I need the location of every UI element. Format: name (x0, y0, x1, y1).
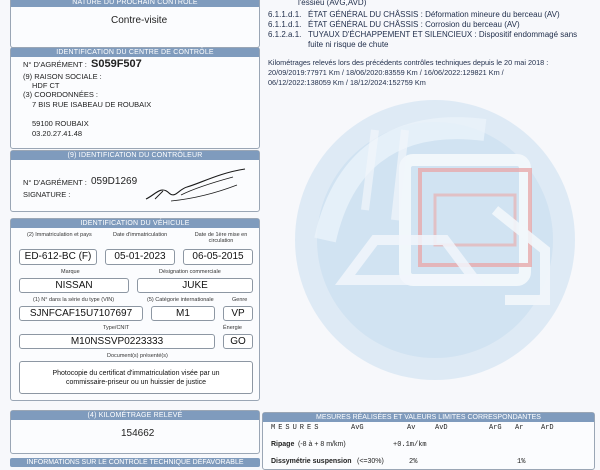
defect-code-3: 6.1.2.a.1. (268, 30, 302, 39)
next-inspection-header: NATURE DU PROCHAIN CONTRÔLE (11, 0, 259, 7)
controleur-agrement-label: N° D'AGRÉMENT : (23, 178, 87, 187)
ripage-label: Ripage (271, 441, 295, 448)
date-first-field: 06-05-2015 (183, 249, 253, 265)
mileage-header: (4) KILOMÉTRAGE RELEVÉ (11, 411, 259, 420)
vehicle-box (10, 218, 260, 401)
watermark-car-illustration (285, 90, 585, 390)
type-label: Type/CNIT (103, 325, 130, 331)
defect-code-1: 6.1.1.d.1. (268, 10, 302, 19)
dissymetrie-av-value: 2% (409, 458, 418, 466)
defect-text-3-cont: fuite ni risque de chute (308, 40, 389, 49)
col-ard: ArD (541, 424, 554, 432)
vin-field: SJNFCAF15U7107697 (19, 306, 143, 321)
col-avg: AvG (351, 424, 364, 432)
categorie-label: (5) Catégorie internationale (147, 297, 214, 303)
measurements-panel (262, 412, 595, 470)
documents-label: Document(s) présenté(s) (107, 353, 168, 359)
centre-agrement-label: N° D'AGRÉMENT : (23, 60, 87, 69)
energie-label: Énergie (223, 325, 242, 331)
raison-value: HDF CT (32, 81, 60, 90)
raison-label: (9) RAISON SOCIALE : (23, 72, 102, 81)
type-field: M10NSSVP0223333 (19, 334, 215, 349)
designation-field: JUKE (137, 278, 253, 293)
date-first-label: Date de 1ère mise en circulation (194, 232, 248, 244)
genre-field: VP (223, 306, 253, 321)
defect-text-3: TUYAUX D'ÉCHAPPEMENT ET SILENCIEUX : Dispositif endommagé sans (308, 30, 578, 39)
vin-label: (1) N° dans la série du type (VIN) (33, 297, 115, 303)
centre-header: IDENTIFICATION DU CENTRE DE CONTRÔLE (11, 48, 259, 57)
dissymetrie-ar-value: 1% (517, 458, 526, 466)
col-arg: ArG (489, 424, 502, 432)
defect-code-2: 6.1.1.d.1. (268, 20, 302, 29)
immat-field: ED-612-BC (F) (19, 249, 97, 265)
defect-text-1: ÉTAT GÉNÉRAL DU CHÂSSIS : Déformation mineure du berceau (AV) (308, 10, 560, 19)
immat-label: (2) Immatriculation et pays (27, 232, 92, 238)
mileage-box (10, 410, 260, 454)
vehicle-header: IDENTIFICATION DU VÉHICULE (11, 219, 259, 228)
date-immat-field: 05-01-2023 (105, 249, 175, 265)
mileage-history-line2: 20/09/2019:77971 Km / 18/06/2020:83559 Km / 16/06/2022:129821 Km / (268, 68, 504, 77)
address-line1: 7 BIS RUE ISABEAU DE ROUBAIX (32, 100, 152, 109)
centre-phone: 03.20.27.41.48 (32, 129, 83, 138)
centre-box (10, 47, 260, 149)
next-inspection-box (10, 0, 260, 48)
mileage-history-line3: 06/12/2022:138059 Km / 18/12/2024:152759 Km (268, 78, 426, 87)
designation-label: Désignation commerciale (159, 269, 221, 275)
col-avd: AvD (435, 424, 448, 432)
col-ar: Ar (515, 424, 524, 432)
controleur-agrement-value: 059D1269 (91, 176, 138, 187)
ripage-limit: (-8 à + 8 m/km) (298, 441, 346, 448)
dissymetrie-label: Dissymétrie suspension (271, 458, 352, 465)
genre-label: Genre (232, 297, 248, 303)
documents-line1: Photocopie du certificat d'immatriculation visée par un (52, 370, 220, 377)
controleur-header: (9) IDENTIFICATION DU CONTRÔLEUR (11, 151, 259, 160)
next-inspection-value: Contre-visite (111, 15, 168, 26)
defect-continuation: l'essieu (AVG,AVD) (298, 0, 367, 7)
informations-header: INFORMATIONS SUR LE CONTRÔLE TECHNIQUE DÉFAVORABLE (10, 458, 260, 467)
address-line2: 59100 ROUBAIX (32, 119, 89, 128)
marque-label: Marque (61, 269, 80, 275)
measurements-header: MESURES RÉALISÉES ET VALEURS LIMITES CORRESPONDANTES (263, 413, 594, 422)
signature-scribble (141, 165, 251, 205)
energie-field: GO (223, 334, 253, 349)
defect-text-2: ÉTAT GÉNÉRAL DU CHÂSSIS : Corrosion du berceau (AV) (308, 20, 520, 29)
mileage-value: 154662 (121, 428, 155, 439)
col-mesures: MESURES (271, 424, 322, 432)
marque-field: NISSAN (19, 278, 129, 293)
dissymetrie-limit: (<=30%) (357, 458, 384, 465)
centre-agrement-value: S059F507 (91, 58, 142, 70)
documents-line2: commissaire-priseur ou un huissier de justice (65, 379, 207, 386)
documents-field (19, 361, 253, 394)
controleur-box (10, 150, 260, 212)
col-av: Av (407, 424, 416, 432)
mileage-history-line1: Kilométrages relevés lors des précédents contrôles techniques depuis le 20 mai 2018 : (268, 58, 549, 67)
date-immat-label: Date d'immatriculation (113, 232, 168, 238)
categorie-field: M1 (151, 306, 215, 321)
coord-label: (3) COORDONNÉES : (23, 90, 99, 99)
ripage-av-value: +0.1m/km (393, 441, 427, 449)
signature-label: SIGNATURE : (23, 190, 71, 199)
